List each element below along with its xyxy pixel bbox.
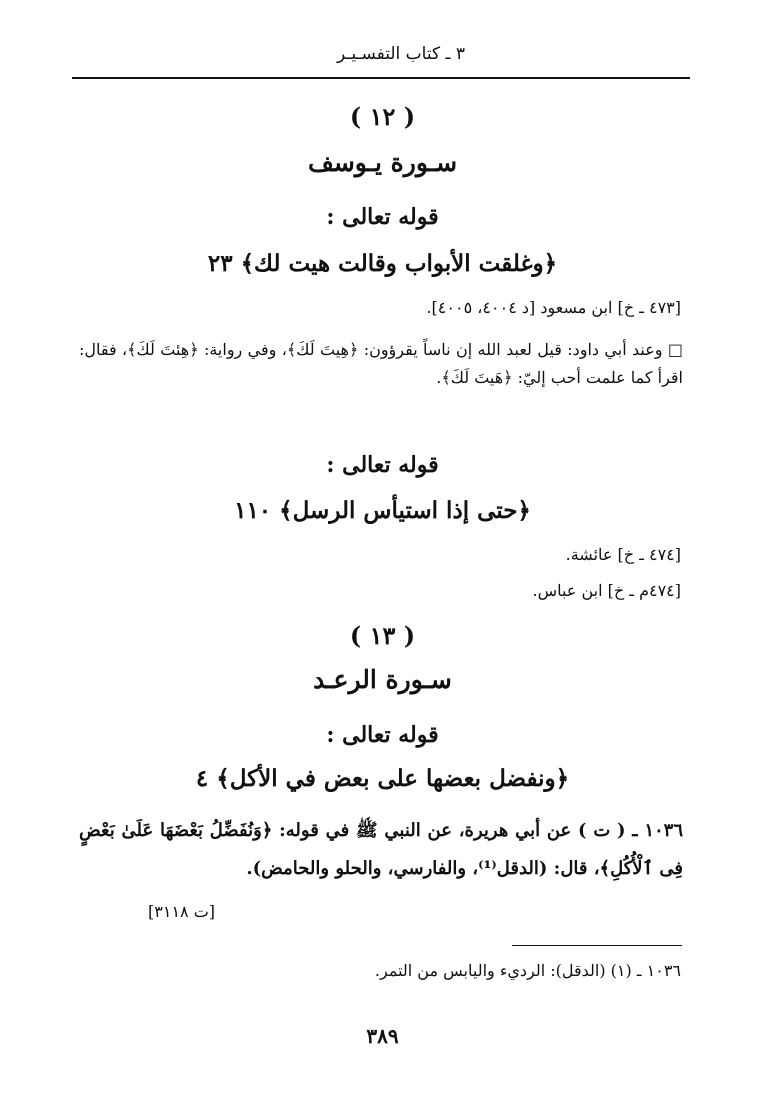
running-header: ٣ ـ كتاب التفسـيـر: [336, 44, 465, 64]
verse-2-text: ﴿حتى إذا استيأس الرسل﴾ ١١٠: [234, 497, 531, 524]
page-number: ٣٨٩: [366, 1024, 399, 1048]
footnote-rule: [512, 945, 682, 946]
header-rule: [72, 77, 690, 79]
verse-2-intro: قوله تعالى :: [326, 452, 439, 478]
verse-2-reference-1: [٤٧٤ ـ خ] عائشة.: [565, 545, 681, 564]
hadith-reference: [ت ٣١١٨]: [148, 902, 216, 921]
verse-2-reference-2: [٤٧٤م ـ خ] ابن عباس.: [532, 581, 681, 600]
surah-12-title: سـورة يـوسف: [307, 148, 458, 177]
hadith-1036: ١٠٣٦ ـ ( ت ) عن أبي هريرة، عن النبي ﷺ في قوله: ﴿وَنُفَضِّلُ بَعْضَهَا عَلَىٰ بَعْضٍ فِى ٱلْأُكُلِ﴾، قال: (الدقل⁽¹⁾، والفارسي، والحلو والحامض).: [79, 820, 683, 879]
surah-13-title: سـورة الرعـد: [313, 665, 452, 694]
verse-3-text: ﴿ونفضل بعضها على بعض في الأكل﴾ ٤: [195, 765, 570, 792]
verse-1-text: ﴿وغلقت الأبواب وقالت هيت لك﴾ ٢٣: [207, 250, 558, 277]
surah-12-number: ( ١٢ ): [349, 102, 416, 131]
footnote: ١٠٣٦ ـ (١) (الدقل): الرديء واليابس من التمر.: [374, 961, 681, 980]
verse-1-reference: [٤٧٣ ـ خ] ابن مسعود [د ٤٠٠٤، ٤٠٠٥].: [426, 298, 681, 317]
verse-1-intro: قوله تعالى :: [326, 204, 439, 230]
verse-3-intro: قوله تعالى :: [326, 722, 439, 748]
surah-13-number: ( ١٣ ): [349, 621, 416, 650]
verse-1-note: □ وعند أبي داود: قيل لعبد الله إن ناساً يقرؤون: ﴿هِيتَ لَكَ﴾، وفي رواية: ﴿هِئتَ لَكَ﴾، فقال: اقرأ كما علمت أحب إليّ: ﴿هَيتَ لَكَ﴾.: [79, 340, 683, 387]
